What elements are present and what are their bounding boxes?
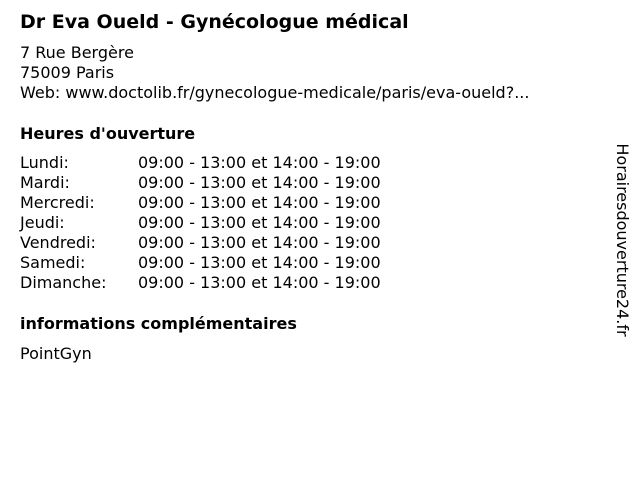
- additional-info-text: PointGyn: [20, 344, 92, 363]
- time-range: 09:00 - 13:00 et 14:00 - 19:00: [138, 233, 381, 252]
- hours-row-friday: [20, 233, 381, 253]
- hours-row-monday: [20, 153, 381, 173]
- hours-row-sunday: [20, 273, 381, 293]
- day-label: Samedi:: [20, 253, 86, 272]
- day-label: Dimanche:: [20, 273, 107, 292]
- website-link[interactable]: Web: www.doctolib.fr/gynecologue-medicale/paris/eva-oueld?...: [20, 83, 530, 102]
- time-range: 09:00 - 13:00 et 14:00 - 19:00: [138, 253, 381, 272]
- page-title: Dr Eva Oueld - Gynécologue médical: [20, 11, 409, 33]
- city-address: 75009 Paris: [20, 63, 115, 82]
- day-label: Jeudi:: [20, 213, 65, 232]
- hours-row-tuesday: [20, 173, 381, 193]
- day-label: Lundi:: [20, 153, 69, 172]
- street-address: 7 Rue Bergère: [20, 43, 134, 62]
- address-block: [20, 43, 529, 103]
- opening-hours-heading: Heures d'ouverture: [20, 124, 196, 143]
- day-label: Vendredi:: [20, 233, 96, 252]
- hours-row-wednesday: [20, 193, 381, 213]
- additional-info-heading: informations complémentaires: [20, 314, 297, 333]
- time-range: 09:00 - 13:00 et 14:00 - 19:00: [138, 213, 381, 232]
- day-label: Mercredi:: [20, 193, 95, 212]
- hours-row-thursday: [20, 213, 381, 233]
- hours-row-saturday: [20, 253, 381, 273]
- time-range: 09:00 - 13:00 et 14:00 - 19:00: [138, 173, 381, 192]
- time-range: 09:00 - 13:00 et 14:00 - 19:00: [138, 153, 381, 172]
- day-label: Mardi:: [20, 173, 70, 192]
- opening-hours-table: [20, 153, 381, 293]
- time-range: 09:00 - 13:00 et 14:00 - 19:00: [138, 273, 381, 292]
- time-range: 09:00 - 13:00 et 14:00 - 19:00: [138, 193, 381, 212]
- site-brand-label: Horairesdouverture24.fr: [613, 143, 632, 337]
